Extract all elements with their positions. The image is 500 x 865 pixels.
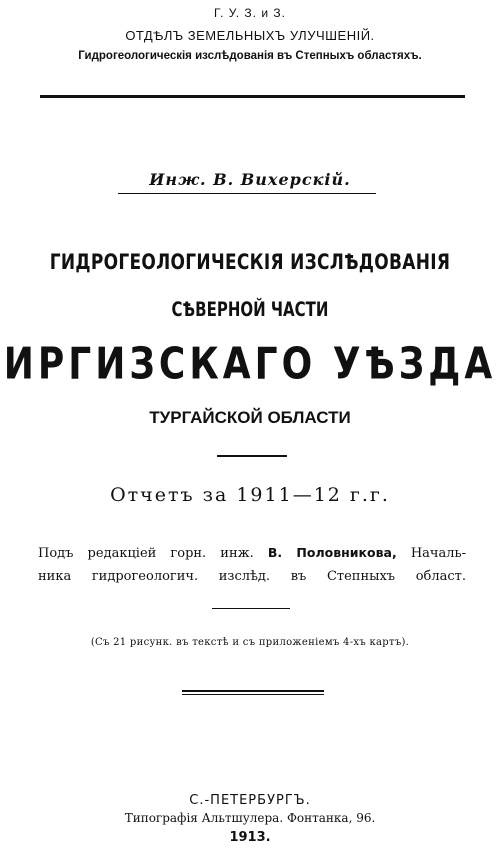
editor-divider [212, 608, 290, 609]
editor-statement [38, 541, 466, 588]
illustrations-note: (Съ 21 рисунк. въ текстѣ и съ приложеніемъ 4-хъ картъ). [90, 637, 410, 648]
imprint-city: С.-ПЕТЕРБУРГЪ. [189, 793, 311, 808]
report-period: Отчетъ за 1911—12 г.г. [110, 484, 390, 506]
title-line-3: ИРГИЗСКАГО УѢЗДА [3, 340, 497, 390]
editor-name: В. Половникова, [267, 545, 397, 560]
title-line-2: СѢВЕРНОЙ ЧАСТИ [171, 298, 329, 322]
header-divider [40, 95, 465, 98]
header-line-3: Гидрогеологическія изслѣдованія въ Степныхъ областяхъ. [78, 50, 422, 62]
ornamental-divider [182, 690, 324, 695]
author: Инж. В. Вихерскій. [149, 170, 351, 189]
title-divider [217, 455, 287, 457]
title-line-4: ТУРГАЙСКОЙ ОБЛАСТИ [149, 408, 351, 427]
imprint-printer: Типографія Альтшулера. Фонтанка, 96. [124, 811, 376, 825]
title-line-1: ГИДРОГЕОЛОГИЧЕСКІЯ ИЗСЛѢДОВАНІЯ [49, 250, 451, 275]
header-line-1: Г. У. З. и З. [214, 6, 286, 20]
editor-row-1 [38, 541, 466, 565]
editor-row-2: ника гидрогеологич. изслѣд. въ Степныхъ област. [38, 569, 466, 584]
editor-suffix: Началь- [410, 546, 466, 561]
editor-prefix: Подъ редакціей горн. инж. [38, 546, 254, 561]
author-underline [118, 193, 376, 194]
imprint-year: 1913. [229, 830, 271, 845]
header-line-2: ОТДѢЛЪ ЗЕМЕЛЬНЫХЪ УЛУЧШЕНІЙ. [125, 28, 375, 43]
